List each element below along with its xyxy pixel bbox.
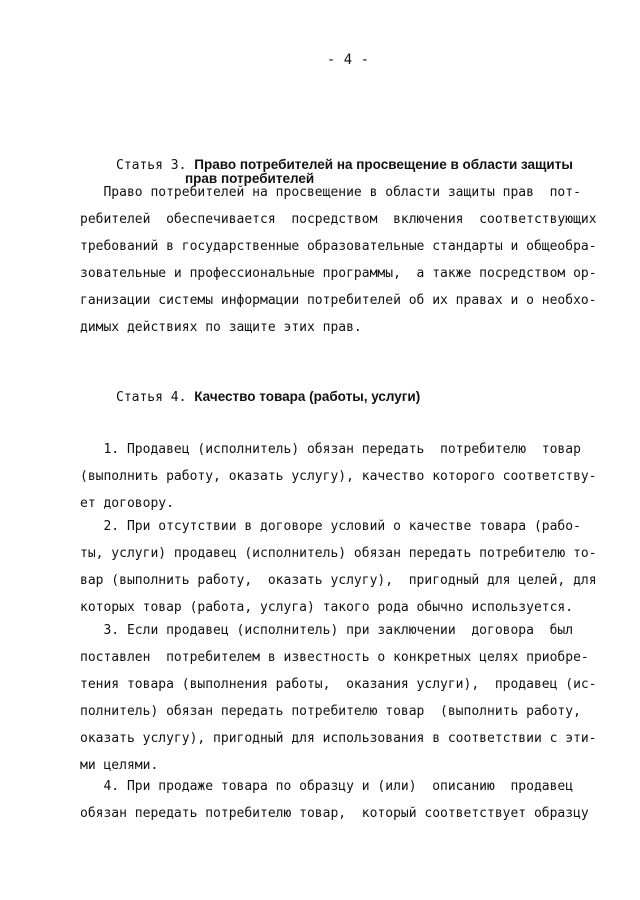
text-line: тения товара (выполнения работы, оказания услуги), продавец (ис- xyxy=(80,677,597,692)
text-line: обязан передать потребителю товар, который соответствует образцу xyxy=(80,806,589,821)
article-4-heading xyxy=(116,390,420,405)
article-4-item-4 xyxy=(80,773,590,827)
text-line: ганизации системы информации потребителей об их правах и о необхо- xyxy=(80,293,597,308)
article-4-item-3 xyxy=(80,617,597,779)
text-line: 2. При отсутствии в договоре условий о качестве товара (рабо- xyxy=(80,519,581,534)
article-3-paragraph xyxy=(80,179,597,341)
text-line: Право потребителей на просвещение в области защиты прав пот- xyxy=(80,185,581,200)
text-line: зовательные и профессиональные программы, а также посредством ор- xyxy=(80,266,597,281)
article-3-prefix: Статья 3. xyxy=(116,158,187,173)
text-line: полнитель) обязан передать потребителю товар (выполнить работу, xyxy=(80,704,581,719)
text-line: поставлен потребителем в известность о конкретных целях приобре- xyxy=(80,650,589,665)
text-line: 3. Если продавец (исполнитель) при заключении договора был xyxy=(80,623,574,638)
article-4-prefix: Статья 4. xyxy=(116,390,187,405)
text-line: 4. При продаже товара по образцу и (или) описанию продавец xyxy=(80,779,574,794)
text-line: ты, услуги) продавец (исполнитель) обязан передать потребителю то- xyxy=(80,546,597,561)
text-line: оказать услугу), пригодный для использования в соответствии с эти- xyxy=(80,731,597,746)
text-line: вар (выполнить работу, оказать услугу), пригодный для целей, для xyxy=(80,573,597,588)
page-number: - 4 - xyxy=(326,52,370,68)
text-line: требований в государственные образовательные стандарты и общеобра- xyxy=(80,239,597,254)
text-line: ми целями. xyxy=(80,758,159,773)
article-3-title: Право потребителей на просвещение в области защиты xyxy=(194,157,573,172)
text-line: 1. Продавец (исполнитель) обязан передать потребителю товар xyxy=(80,442,581,457)
text-line: ребителей обеспечивается посредством включения соответствующих xyxy=(80,212,597,227)
text-line: которых товар (работа, услуга) такого рода обычно используется. xyxy=(80,600,574,615)
article-3-title-continuation: прав потребителей xyxy=(185,171,315,186)
article-4-item-2 xyxy=(80,513,597,621)
text-line: ет договору. xyxy=(80,496,174,511)
article-4-title: Качество товара (работы, услуги) xyxy=(194,389,421,404)
article-4-item-1 xyxy=(80,436,597,517)
text-line: (выполнить работу, оказать услугу), качество которого соответству- xyxy=(80,469,597,484)
text-line: димых действиях по защите этих прав. xyxy=(80,320,362,335)
